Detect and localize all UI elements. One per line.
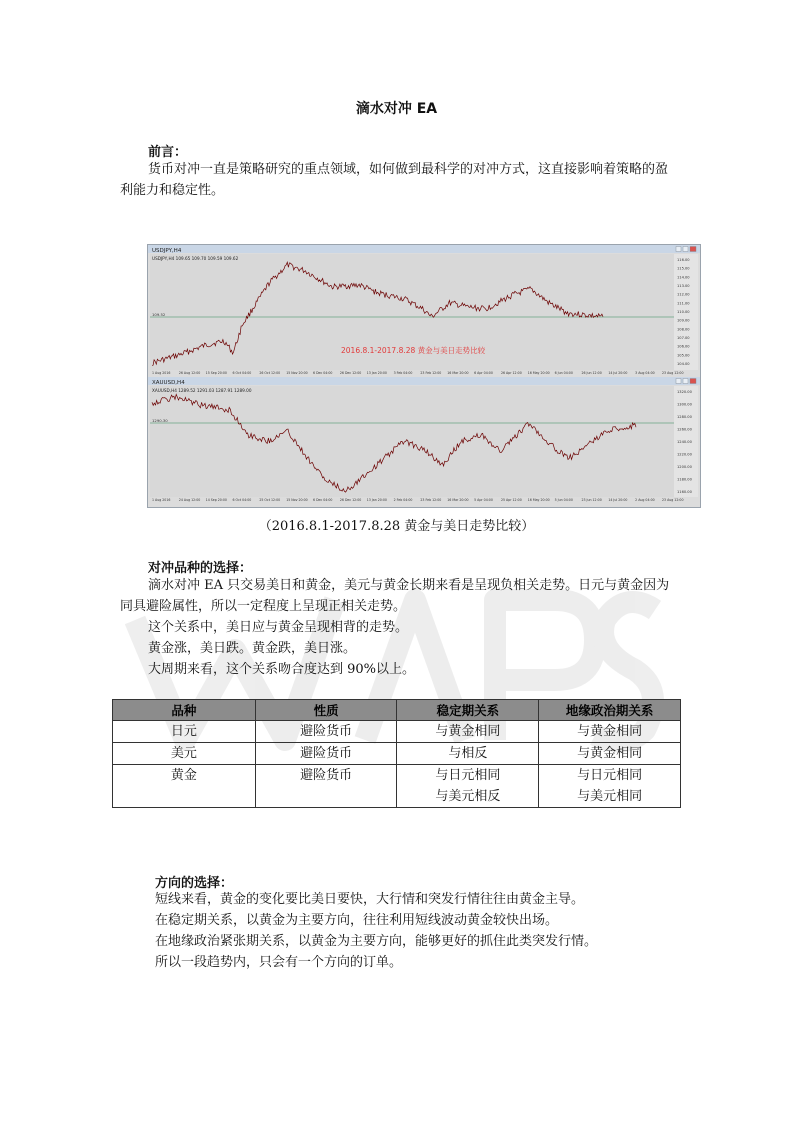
selection-line-rule: 黄金涨，美日跌。黄金跌，美日涨。	[148, 641, 357, 656]
top-scale-label: 108.00	[677, 327, 690, 332]
table-cell: 与美元相同	[539, 786, 681, 808]
top-scale-label: 110.00	[677, 310, 690, 314]
table-cell: 与黄金相同	[539, 743, 681, 765]
top-date-label: 3 Feb 04:00	[393, 371, 413, 375]
top-date-label: 16 May 20:00	[527, 371, 550, 375]
bottom-date-label: 14 Sep 20:00	[205, 498, 227, 502]
bottom-date-label: 16 Mar 20:00	[447, 498, 469, 502]
top-scale-label: 115.00	[677, 266, 690, 271]
bottom-date-axis	[152, 498, 684, 502]
bottom-scale-label: 1200.00	[677, 465, 692, 469]
top-scale-label: 114.00	[677, 275, 690, 280]
table-cell: 与日元相同	[539, 765, 681, 787]
bottom-scale-label: 1260.00	[677, 427, 692, 432]
header-instrument: 品种	[113, 700, 256, 721]
table-cell: 与日元相同	[397, 765, 539, 787]
bottom-scale-label: 1320.00	[677, 390, 692, 394]
top-date-label: 15 Sep 20:00	[205, 371, 227, 375]
top-date-label: 6 Dec 04:00	[313, 371, 333, 375]
top-date-label: 14 Jul 20:00	[608, 371, 628, 375]
bottom-scale-labels	[677, 390, 693, 494]
direction-line: 在稳定期关系，以黄金为主要方向，往往利用短线波动黄金较快出场。	[155, 913, 559, 928]
bottom-scale-label: 1180.00	[677, 477, 692, 482]
bottom-date-label: 15 Nov 20:00	[286, 498, 308, 502]
top-scale-label: 111.00	[677, 301, 690, 306]
bottom-close-button[interactable]	[690, 379, 696, 384]
top-date-label: 15 Nov 20:00	[286, 371, 308, 375]
selection-paragraph: 滴水对冲 EA 只交易美日和黄金，美元与黄金长期来看是呈现负相关走势。日元与黄金因为同具避险属性，所以一定程度上呈现正相关走势。	[120, 578, 670, 614]
chart-caption: （2016.8.1-2017.8.28 黄金与美日走势比较）	[258, 519, 535, 534]
top-close-button[interactable]	[690, 247, 696, 252]
top-date-label: 23 Aug 12:00	[662, 371, 684, 375]
top-date-label: 26 Apr 12:00	[500, 371, 522, 375]
price-chart-screenshot	[147, 244, 701, 508]
bottom-date-label: 25 Oct 12:00	[259, 498, 281, 502]
table-cell	[113, 786, 256, 808]
bottom-scale-label: 1160.00	[677, 490, 692, 494]
top-date-label: 23 Feb 12:00	[420, 371, 442, 375]
top-date-label: 3 Aug 04:00	[635, 371, 655, 375]
bottom-date-label: 13 Jan 20:00	[366, 498, 387, 502]
top-date-label: 16 Mar 20:00	[447, 371, 469, 375]
top-info-line: USDJPY,H4 109.65 109.70 109.59 109.62	[152, 256, 239, 261]
top-date-label: 26 Jun 12:00	[581, 371, 602, 375]
document-title: 滴水对冲 EA	[355, 101, 438, 117]
bottom-date-label: 5 Jun 04:00	[554, 498, 573, 502]
table-cell	[255, 786, 397, 808]
bottom-date-label: 16 May 20:00	[527, 498, 550, 502]
table-cell: 与黄金相同	[397, 721, 539, 743]
top-scale-label: 116.00	[677, 258, 690, 262]
table-cell: 日元	[113, 721, 256, 743]
bottom-scale-label: 1240.00	[677, 440, 692, 444]
top-marker-label: 109.52	[152, 312, 166, 317]
top-minimize-button[interactable]	[676, 247, 681, 252]
bottom-date-label: 6 Oct 04:00	[232, 498, 252, 502]
top-date-label: 6 Jun 04:00	[554, 371, 573, 375]
direction-line: 在地缘政治紧张期关系，以黄金为主要方向，能够更好的抓住此类突发行情。	[155, 934, 598, 949]
bottom-date-label: 23 Jun 12:00	[581, 498, 602, 502]
direction-line: 所以一段趋势内，只会有一个方向的订单。	[155, 955, 403, 970]
relationship-table	[112, 699, 681, 808]
bottom-window-titlebar	[148, 377, 700, 385]
selection-line-relation: 这个关系中，美日应与黄金呈现相背的走势。	[148, 620, 409, 635]
table-cell: 与黄金相同	[539, 721, 681, 743]
top-scale-label: 109.00	[677, 318, 690, 323]
header-geopolitical-relation: 地缘政治期关系	[539, 700, 681, 721]
top-date-label: 26 Dec 12:00	[339, 371, 362, 375]
table-row	[113, 721, 681, 743]
bottom-minimize-button[interactable]	[676, 379, 681, 384]
table-cell: 黄金	[113, 765, 256, 787]
bottom-date-label: 2 Feb 04:00	[393, 498, 413, 502]
table-cell: 避险货币	[255, 765, 397, 787]
direction-line: 短线来看，黄金的变化要比美日要快，大行情和突发行情往往由黄金主导。	[155, 892, 585, 907]
top-date-label: 6 Oct 04:00	[232, 371, 252, 375]
top-date-label: 26 Oct 12:00	[259, 371, 281, 375]
table-cell: 与美元相反	[397, 786, 539, 808]
bottom-date-label: 24 Aug 12:00	[178, 498, 201, 502]
selection-heading: 对冲品种的选择：	[148, 561, 253, 576]
bottom-date-label: 23 Aug 12:00	[662, 498, 684, 502]
top-maximize-button[interactable]	[683, 247, 688, 252]
bottom-date-label: 14 Jul 20:00	[608, 498, 628, 502]
direction-heading: 方向的选择：	[155, 876, 234, 891]
top-scale-label: 112.00	[677, 292, 690, 297]
table-row	[113, 765, 681, 787]
header-nature: 性质	[255, 700, 397, 721]
bottom-info-line: XAUUSD,H4 1289.52 1291.03 1287.91 1289.00	[152, 388, 252, 393]
top-date-label: 1 Aug 2016	[152, 371, 171, 375]
bottom-window-title: XAUUSD,H4	[152, 380, 185, 386]
bottom-maximize-button[interactable]	[683, 379, 688, 384]
chart-annotation: 2016.8.1-2017.8.28 黄金与美日走势比较	[341, 346, 486, 355]
top-scale-label: 105.00	[677, 353, 690, 358]
preface-heading: 前言：	[148, 145, 188, 160]
bottom-date-label: 23 Feb 12:00	[420, 498, 442, 502]
top-date-label: 13 Jan 20:00	[366, 371, 387, 375]
table-cell: 与相反	[397, 743, 539, 765]
bottom-date-label: 25 Apr 12:00	[500, 498, 522, 502]
bottom-marker-label: 1290.30	[152, 418, 168, 423]
table-cell: 美元	[113, 743, 256, 765]
bottom-scale-label: 1220.00	[677, 452, 692, 457]
table-row	[113, 743, 681, 765]
table-cell: 避险货币	[255, 743, 397, 765]
table-header-row	[113, 700, 681, 721]
top-scale-label: 107.00	[677, 336, 690, 340]
preface-paragraph: 货币对冲一直是策略研究的重点领域，如何做到最科学的对冲方式，这直接影响着策略的盈利能力和稳定性。	[120, 162, 669, 198]
top-date-axis	[152, 371, 684, 375]
bottom-date-label: 5 Apr 04:00	[474, 498, 493, 502]
top-date-label: 26 Aug 12:00	[178, 371, 201, 375]
top-window-title: USDJPY,H4	[152, 248, 182, 254]
top-scale-label: 113.00	[677, 284, 690, 288]
table-cell: 避险货币	[255, 721, 397, 743]
top-window-titlebar	[148, 245, 700, 253]
bottom-date-label: 1 Aug 2016	[152, 498, 171, 502]
bottom-scale-label: 1280.00	[677, 415, 692, 419]
selection-line-fit: 大周期来看，这个关系吻合度达到 90%以上。	[148, 662, 416, 677]
bottom-date-label: 2 Aug 04:00	[635, 498, 655, 502]
bottom-date-label: 26 Dec 12:00	[339, 498, 362, 502]
table-row	[113, 786, 681, 808]
header-stable-relation: 稳定期关系	[397, 700, 539, 721]
bottom-plot-area	[150, 386, 674, 497]
top-date-label: 6 Apr 04:00	[474, 371, 493, 375]
bottom-date-label: 6 Dec 04:00	[313, 498, 333, 502]
chart-canvas	[148, 245, 700, 507]
top-scale-label: 106.00	[677, 344, 690, 349]
top-scale-label: 104.00	[677, 362, 690, 366]
bottom-scale-label: 1300.00	[677, 402, 692, 407]
